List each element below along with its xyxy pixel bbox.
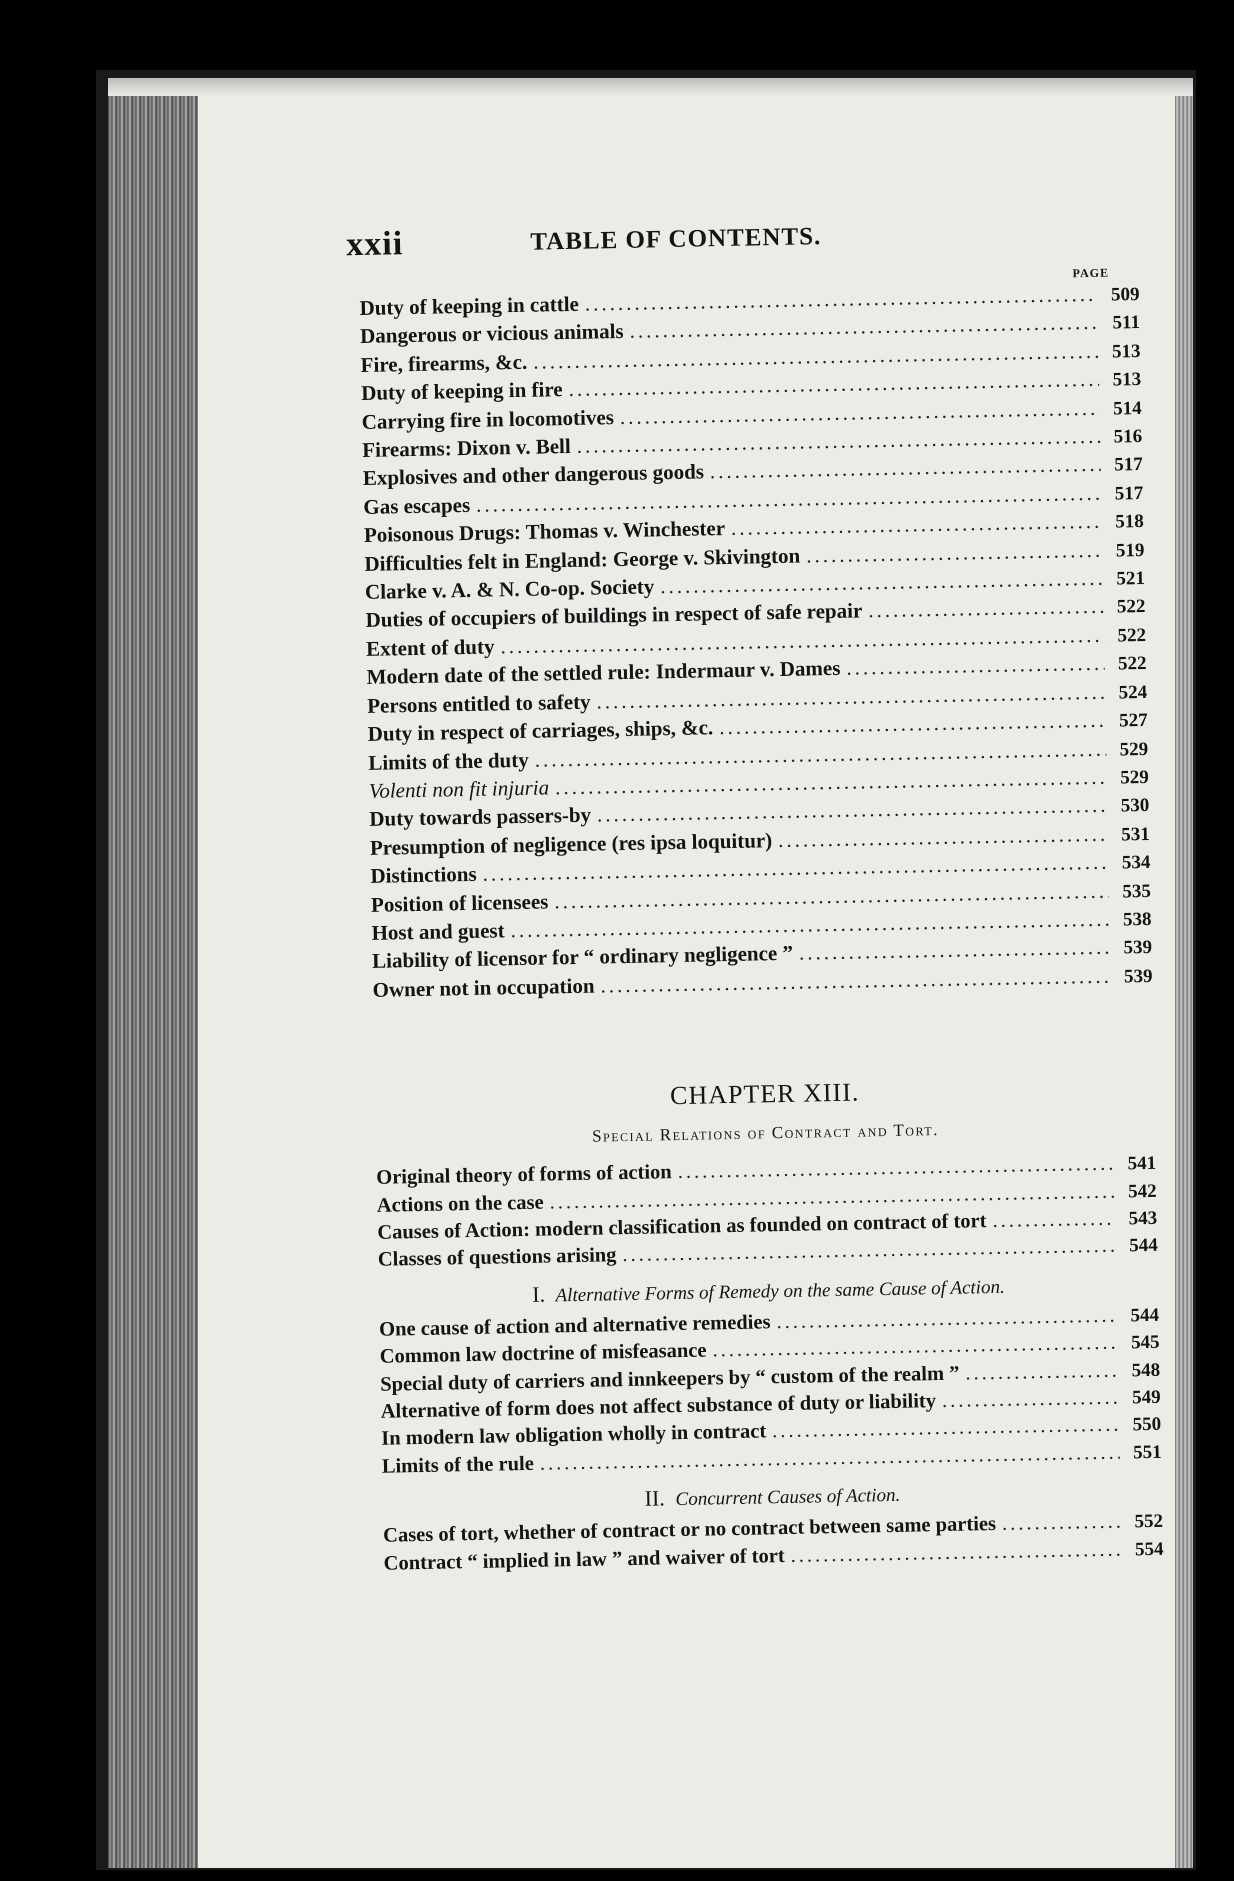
page-edge-top [108,78,1193,96]
toc-entry-page: 519 [1115,539,1145,562]
chapter-title: CHAPTER XIII. [669,1077,860,1111]
toc-entry-title: Dangerous or vicious animals [359,319,624,349]
page-edges-right [1175,78,1193,1868]
chapter-subtitle: Special Relations of Contract and Tort. [591,1120,940,1146]
toc-entry-page: 513 [1112,369,1142,391]
toc-entry-page: 530 [1120,795,1150,817]
toc-entry-page: 509 [1110,284,1140,306]
toc-entry-page: 549 [1131,1386,1161,1409]
toc-entry-title: Causes of Action: modern classification as founded on contract of tort [377,1210,987,1244]
toc-entry-title: Carrying fire in locomotives [361,404,615,434]
toc-entry-title: Owner not in occupation [372,973,595,1002]
toc-entry-title: Common law doctrine of misfeasance [379,1339,707,1368]
toc-entry-title: Contract “ implied in law ” and waiver of tort [383,1544,785,1575]
toc-entry-title: Fire, firearms, &c. [360,349,528,377]
toc-entry-page: 541 [1127,1153,1157,1175]
toc-entry-page: 529 [1119,738,1149,760]
toc-entry-title: Difficulties felt in England: George v. Skivington [364,543,801,576]
toc-entry-title: One cause of action and alternative remedies [378,1311,771,1341]
toc-entry-page: 521 [1116,568,1146,590]
toc-entry-page: 552 [1134,1511,1164,1533]
toc-entry-title: Cases of tort, whether of contract or no contract between same parties [382,1513,997,1547]
toc-entry-title: Volenti non fit injuria [368,775,550,803]
toc-list-section-2 [383,1508,1164,1578]
toc-entry-title: Duty of keeping in cattle [359,291,580,320]
section-number: I. [532,1281,546,1307]
toc-entry-page: 511 [1112,312,1141,334]
toc-list-section-1 [379,1302,1162,1481]
section-title: Alternative Forms of Remedy on the same Cause of Action. [555,1276,1005,1307]
toc-entry-title: Special duty of carriers and innkeepers by “ custom of the realm ” [380,1362,960,1396]
dot-leader [942,1385,1119,1416]
toc-entry-title: Poisonous Drugs: Thomas v. Winchester [363,516,726,548]
toc-entry-title: Position of licensees [370,889,549,917]
toc-entry-title: Duties of occupiers of buildings in respect of safe repair [365,598,863,633]
running-head [346,211,1139,270]
page-column-label: PAGE [1072,265,1110,281]
toc-entry-page: 517 [1114,482,1144,505]
chapter-heading [375,1072,1156,1151]
toc-entry-title: Limits of the rule [381,1452,535,1478]
toc-entry-page: 543 [1128,1207,1158,1230]
book-page [108,78,1193,1868]
dot-leader [846,650,1105,682]
dot-leader [806,536,1103,569]
dot-leader [790,1536,1121,1570]
toc-entry-title: Clarke v. A. & N. Co-op. Society [364,574,655,604]
toc-entry-page: 522 [1117,624,1147,647]
toc-entry-page: 551 [1132,1441,1162,1464]
toc-entry-page: 544 [1129,1235,1158,1257]
toc-list-chapter-xii [359,280,1152,1005]
toc-entry-title: Original theory of forms of action [376,1161,672,1189]
toc-entry-page: 544 [1130,1304,1160,1327]
dot-leader [992,1206,1115,1236]
toc-entry-title: Liability of licensor for “ ordinary negligence ” [371,941,794,974]
toc-entry-page: 514 [1112,397,1142,420]
toc-entry-page: 550 [1132,1414,1162,1436]
section-number: II. [644,1485,665,1511]
toc-entry-page: 548 [1131,1359,1161,1381]
section-title: Concurrent Causes of Action. [675,1485,901,1511]
toc-entry-title: Firearms: Dixon v. Bell [362,433,571,462]
toc-entry-title: Duty of keeping in fire [360,377,563,406]
page-edges-left [108,78,198,1868]
toc-entry-title: In modern law obligation wholly in contract [381,1420,767,1451]
toc-entry-page: 522 [1117,653,1147,675]
folio: xxii [346,225,404,264]
toc-entry-title: Gas escapes [363,492,471,519]
toc-entry-title: Persons entitled to safety [366,689,591,718]
toc-entry-page: 554 [1134,1538,1164,1560]
toc-entry-title: Duty in respect of carriages, ships, &c. [367,715,714,746]
toc-entry-page: 524 [1118,681,1148,704]
toc-entry-page: 516 [1113,426,1143,448]
toc-entry-title: Host and guest [371,918,505,945]
toc-entry-title: Actions on the case [376,1191,544,1217]
toc-entry-title: Extent of duty [365,634,495,661]
toc-entry-page: 527 [1118,710,1148,732]
toc-entry-page: 539 [1123,937,1153,959]
dot-leader [868,593,1104,625]
toc-entry-page: 535 [1122,880,1152,902]
toc-entry-page: 542 [1127,1180,1157,1202]
toc-entry-title: Limits of the duty [368,747,529,775]
toc-entry-title: Modern date of the settled rule: Indermaur v. Dames [366,656,841,690]
page-content [346,211,1164,1578]
toc-list-chapter-xiii [376,1150,1158,1275]
toc-entry-title: Duty towards passers-by [369,802,592,832]
toc-entry-page: 539 [1123,965,1153,988]
toc-entry-page: 517 [1114,454,1143,476]
toc-entry-title: Alternative of form does not affect substance of duty or liability [380,1390,937,1423]
toc-entry-page: 531 [1121,823,1151,846]
toc-entry-page: 545 [1130,1332,1160,1354]
toc-entry-title: Distinctions [370,861,477,889]
toc-entry-page: 513 [1111,340,1141,363]
page-title: TABLE OF CONTENTS. [530,223,822,256]
toc-entry-page: 518 [1115,511,1145,533]
toc-entry-page: 538 [1122,908,1152,931]
toc-entry-page: 522 [1116,596,1146,618]
dot-leader [1002,1509,1122,1539]
dot-leader [965,1357,1118,1387]
toc-entry-page: 529 [1120,766,1149,789]
toc-entry-title: Explosives and other dangerous goods [362,459,705,491]
toc-entry-title: Classes of questions arising [377,1244,617,1272]
toc-entry-page: 534 [1121,852,1151,874]
toc-entry-title: Presumption of negligence (res ipsa loquitur) [369,827,773,860]
